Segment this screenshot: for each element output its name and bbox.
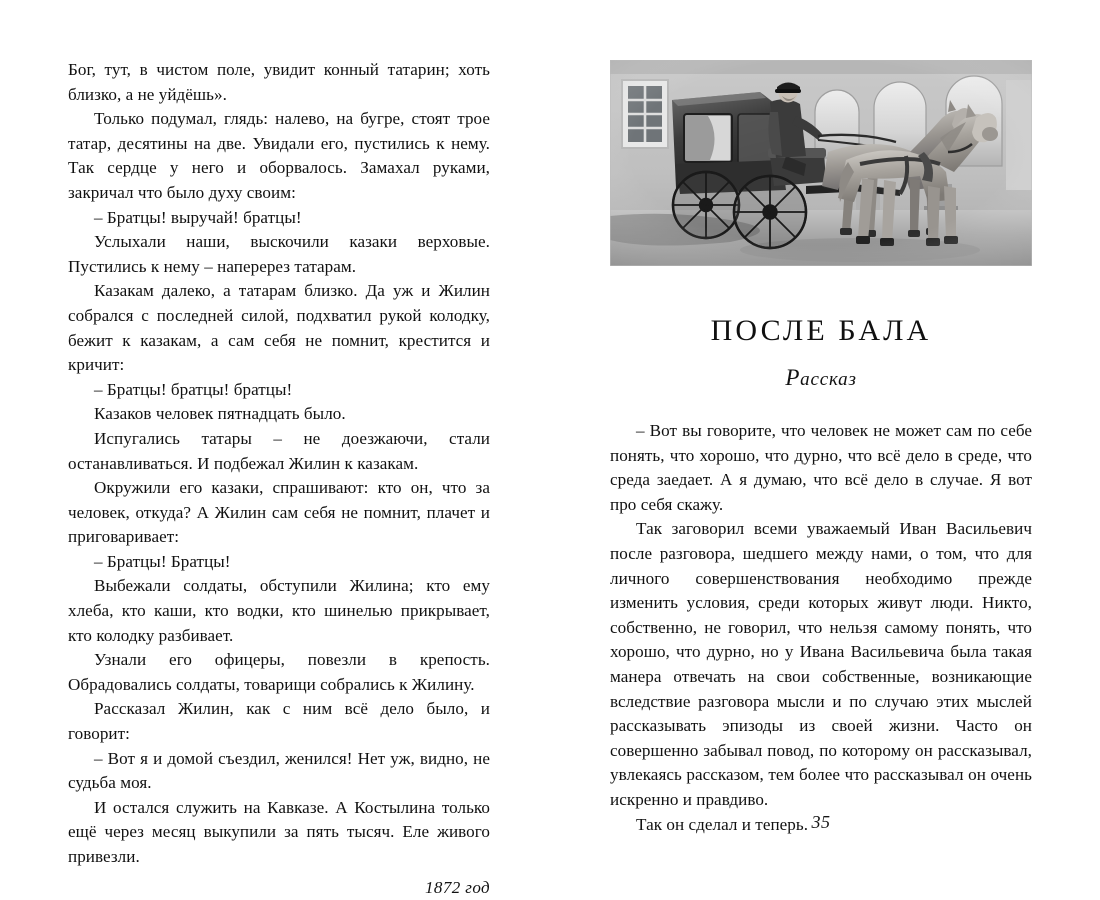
paragraph: Бог, тут, в чистом поле, увидит конный татарин; хоть близко, а не уйдёшь». [68, 60, 490, 104]
story-subtitle [610, 367, 1032, 391]
paragraph: Услыхали наши, выскочили казаки верховые. Пустились к нему – наперерез татарам. [68, 232, 490, 276]
paragraph: Выбежали солдаты, обступили Жилина; кто ему хлеба, кто каши, кто водки, кто шинелью прикрывает, кто колодку разбивает. [68, 576, 490, 645]
paragraph: Казаков человек пятнадцать было. [94, 404, 346, 424]
right-page-body [610, 419, 1032, 837]
paragraph: Казакам далеко, а татарам близко. Да уж и Жилин собрался с последней силой, подхватил рукой колодку, бежит к казакам, а сам себя не помнит, крестится и кричит: [68, 281, 490, 375]
paragraph: Узнали его офицеры, повезли в крепость. Обрадовались солдаты, товарищи собрались к Жилину. [68, 650, 490, 694]
paragraph-dialogue: – Вот вы говорите, что человек не может сам по себе понять, что хорошо, что дурно, что всё дело в среде, что среда заедает. А я думаю, что всё дело в случае. Я вот про себя скажу. [610, 421, 1032, 514]
story-subtitle-initial: Р [785, 365, 801, 390]
paragraph-dialogue: – Вот я и домой съездил, женился! Нет уж, видно, не судьба моя. [68, 748, 490, 793]
paragraph: Так он сделал и теперь. [636, 814, 809, 834]
paragraph: Испугались татары – не доезжаючи, стали останавливаться. И подбежал Жилин к казакам. [68, 428, 490, 473]
right-page-text-column [610, 58, 1032, 837]
page-number: 35 [811, 812, 831, 832]
paragraph: Окружили его казаки, спрашивают: кто он, что за человек, откуда? А Жилин сам себя не помнит, плачет и приговаривает: [68, 478, 490, 547]
paragraph-dialogue: – Братцы! выручай! братцы! [94, 207, 302, 227]
paragraph: И остался служить на Кавказе. А Костылина только ещё через месяц выкупили за пять тысяч. Еле живого привезли. [68, 797, 490, 866]
paragraph: Рассказал Жилин, как с ним всё дело было, и говорит: [68, 699, 490, 744]
carriage-illustration-svg [610, 60, 1032, 266]
paragraph: Так заговорил всеми уважаемый Иван Васильевич после разговора, шедшего между нами, о том, что для личного совершенствования необходимо прежде изменить условия, среди которых живут люди. Никто, собственно, не говорил, что нельзя самому понять, что хорошо, что дурно, но у Ивана Васильевича была такая манера отвечать на свои собственные, возникающие вследствие разговора мысли и по случаю этих мыслей рассказывать эпизоды из своей жизни. Часто он совершенно забывал повод, по которому он рассказывал, увлекаясь рассказом, тем более что рассказывал он очень искренно и правдиво. [610, 519, 1032, 809]
carriage-illustration [610, 60, 1032, 266]
paragraph: Только подумал, глядь: налево, на бугре, стоят трое татар, десятины на две. Увидали его, пустились к нему. Так сердце у него и оборвалось. Замахал руками, закричал что было духу своим: [68, 109, 490, 202]
paragraph-dialogue: – Братцы! Братцы! [94, 551, 231, 571]
left-page-text-column [68, 58, 490, 900]
story-date-line: 1872 год [425, 877, 490, 897]
paragraph-dialogue: – Братцы! братцы! братцы! [94, 379, 293, 399]
story-subtitle-rest: ассказ [800, 369, 857, 390]
story-title: ПОСЛЕ БАЛА [710, 314, 932, 347]
